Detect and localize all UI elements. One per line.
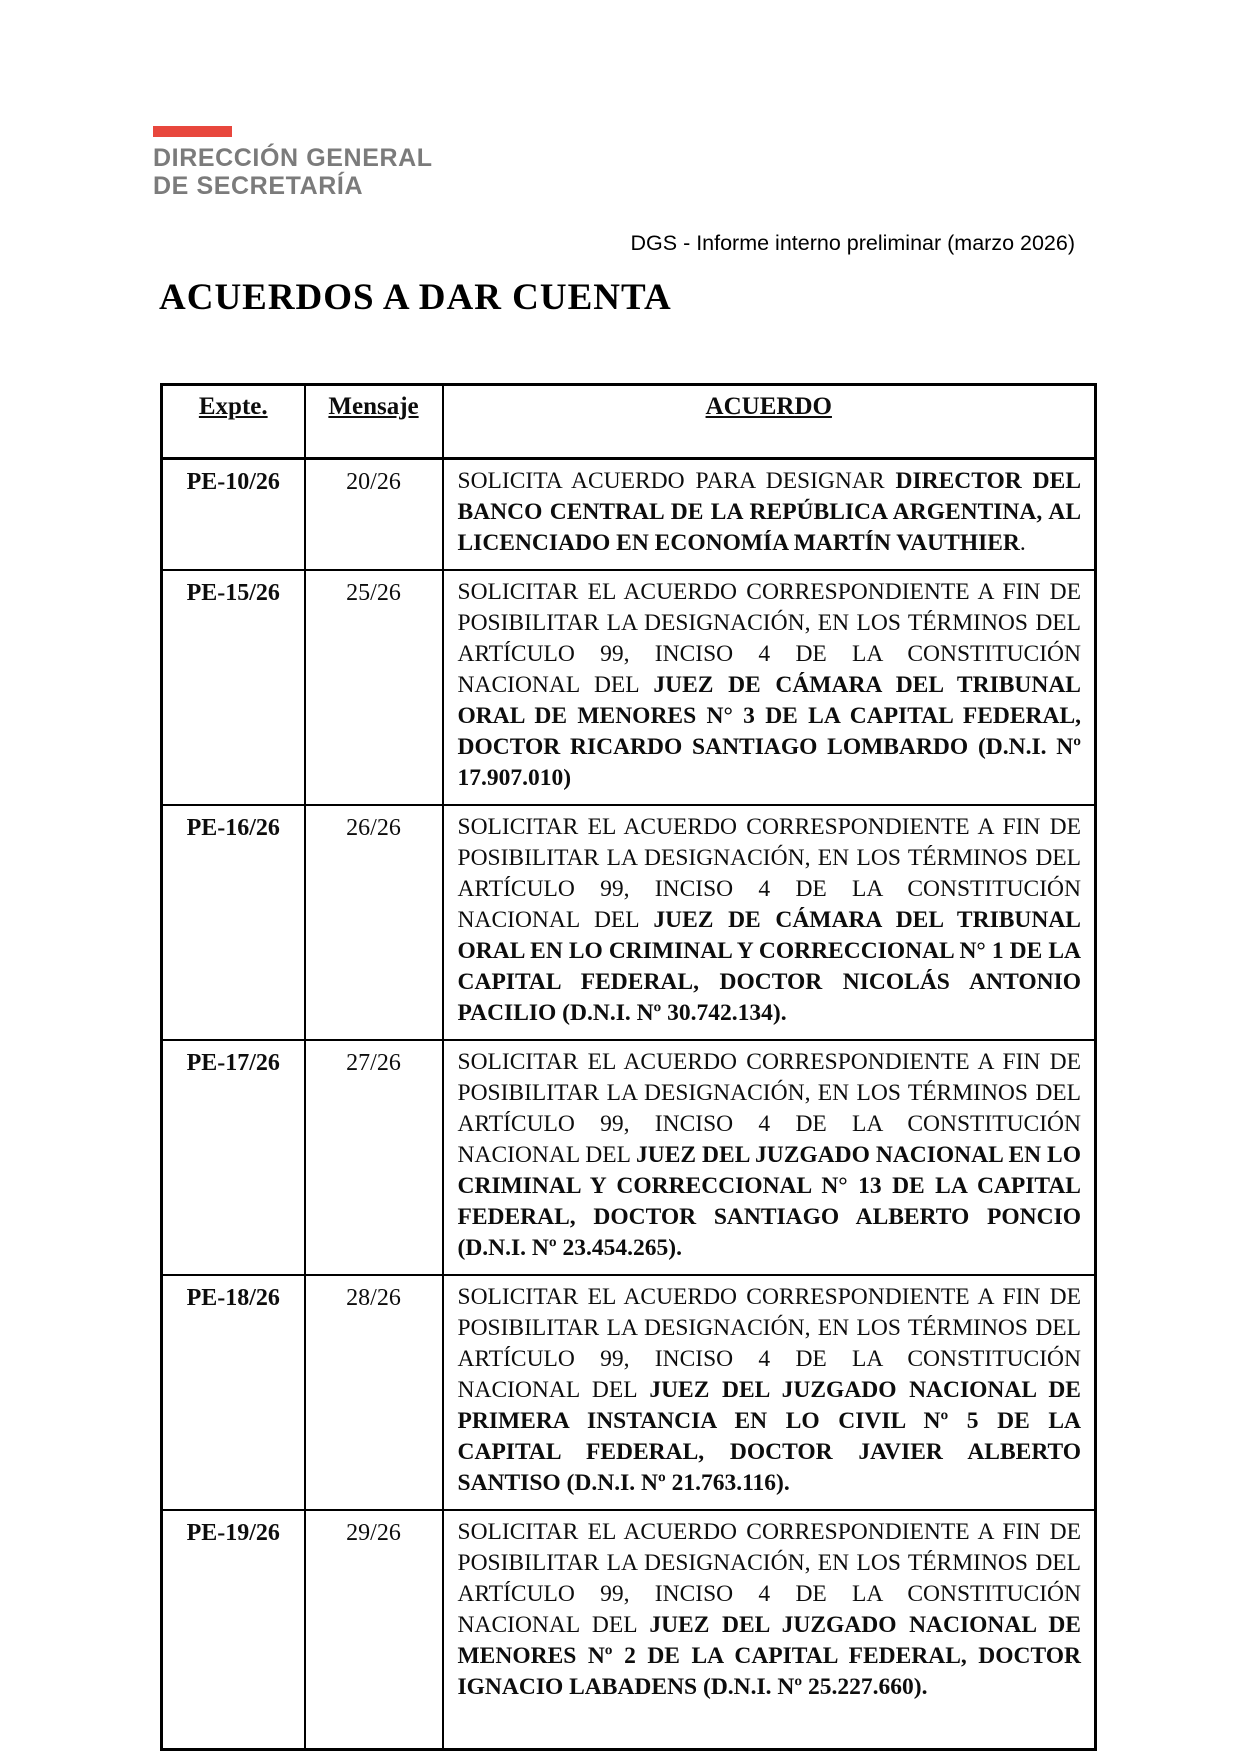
mensaje-cell: 20/26: [305, 459, 443, 571]
acuerdo-cell: SOLICITAR EL ACUERDO CORRESPONDIENTE A FIN DE POSIBILITAR LA DESIGNACIÓN, EN LOS TÉRMINOS DEL ARTÍCULO 99, INCISO 4 DE LA CONSTITUCIÓN NACIONAL DEL JUEZ DE CÁMARA DEL TRIBUNAL ORAL DE MENORES N° 3 DE LA CAPITAL FEDERAL, DOCTOR RICARDO SANTIAGO LOMBARDO (D.N.I. Nº 17.907.010): [443, 570, 1096, 805]
table-row: [162, 459, 1096, 571]
acuerdos-table-header: [162, 385, 1096, 459]
dgs-logo: [153, 126, 433, 200]
mensaje-cell: 25/26: [305, 570, 443, 805]
acuerdos-table: [160, 383, 1097, 1751]
expte-cell: PE-10/26: [162, 459, 305, 571]
acuerdo-cell: SOLICITAR EL ACUERDO CORRESPONDIENTE A FIN DE POSIBILITAR LA DESIGNACIÓN, EN LOS TÉRMINOS DEL ARTÍCULO 99, INCISO 4 DE LA CONSTITUCIÓN NACIONAL DEL JUEZ DE CÁMARA DEL TRIBUNAL ORAL EN LO CRIMINAL Y CORRECCIONAL N° 1 DE LA CAPITAL FEDERAL, DOCTOR NICOLÁS ANTONIO PACILIO (D.N.I. Nº 30.742.134).: [443, 805, 1096, 1040]
acuerdo-cell: SOLICITA ACUERDO PARA DESIGNAR DIRECTOR DEL BANCO CENTRAL DE LA REPÚBLICA ARGENTINA, AL LICENCIADO EN ECONOMÍA MARTÍN VAUTHIER.: [443, 459, 1096, 571]
column-header-expte: Expte.: [162, 385, 305, 459]
expte-cell: PE-16/26: [162, 805, 305, 1040]
logo-text: [153, 144, 433, 200]
page-title: ACUERDOS A DAR CUENTA: [159, 277, 672, 318]
table-row: [162, 1040, 1096, 1275]
expte-cell: PE-19/26: [162, 1510, 305, 1750]
logo-red-bar: [153, 126, 232, 137]
acuerdo-cell: SOLICITAR EL ACUERDO CORRESPONDIENTE A FIN DE POSIBILITAR LA DESIGNACIÓN, EN LOS TÉRMINOS DEL ARTÍCULO 99, INCISO 4 DE LA CONSTITUCIÓN NACIONAL DEL JUEZ DEL JUZGADO NACIONAL EN LO CRIMINAL Y CORRECCIONAL N° 13 DE LA CAPITAL FEDERAL, DOCTOR SANTIAGO ALBERTO PONCIO (D.N.I. Nº 23.454.265).: [443, 1040, 1096, 1275]
acuerdo-cell: SOLICITAR EL ACUERDO CORRESPONDIENTE A FIN DE POSIBILITAR LA DESIGNACIÓN, EN LOS TÉRMINOS DEL ARTÍCULO 99, INCISO 4 DE LA CONSTITUCIÓN NACIONAL DEL JUEZ DEL JUZGADO NACIONAL DE MENORES Nº 2 DE LA CAPITAL FEDERAL, DOCTOR IGNACIO LABADENS (D.N.I. Nº 25.227.660).: [443, 1510, 1096, 1750]
expte-cell: PE-17/26: [162, 1040, 305, 1275]
table-row: [162, 1275, 1096, 1510]
document-reference: DGS - Informe interno preliminar (marzo 2026): [630, 231, 1075, 255]
mensaje-cell: 27/26: [305, 1040, 443, 1275]
logo-line-1: DIRECCIÓN GENERAL: [153, 144, 433, 172]
table-row: [162, 570, 1096, 805]
table-row: [162, 1510, 1096, 1750]
mensaje-cell: 26/26: [305, 805, 443, 1040]
mensaje-cell: 29/26: [305, 1510, 443, 1750]
table-row: [162, 805, 1096, 1040]
acuerdos-table-body: [162, 459, 1096, 1750]
column-header-mensaje: Mensaje: [305, 385, 443, 459]
logo-line-2: DE SECRETARÍA: [153, 172, 364, 200]
acuerdo-cell: SOLICITAR EL ACUERDO CORRESPONDIENTE A FIN DE POSIBILITAR LA DESIGNACIÓN, EN LOS TÉRMINOS DEL ARTÍCULO 99, INCISO 4 DE LA CONSTITUCIÓN NACIONAL DEL JUEZ DEL JUZGADO NACIONAL DE PRIMERA INSTANCIA EN LO CIVIL Nº 5 DE LA CAPITAL FEDERAL, DOCTOR JAVIER ALBERTO SANTISO (D.N.I. Nº 21.763.116).: [443, 1275, 1096, 1510]
expte-cell: PE-18/26: [162, 1275, 305, 1510]
column-header-acuerdo: ACUERDO: [443, 385, 1096, 459]
expte-cell: PE-15/26: [162, 570, 305, 805]
mensaje-cell: 28/26: [305, 1275, 443, 1510]
